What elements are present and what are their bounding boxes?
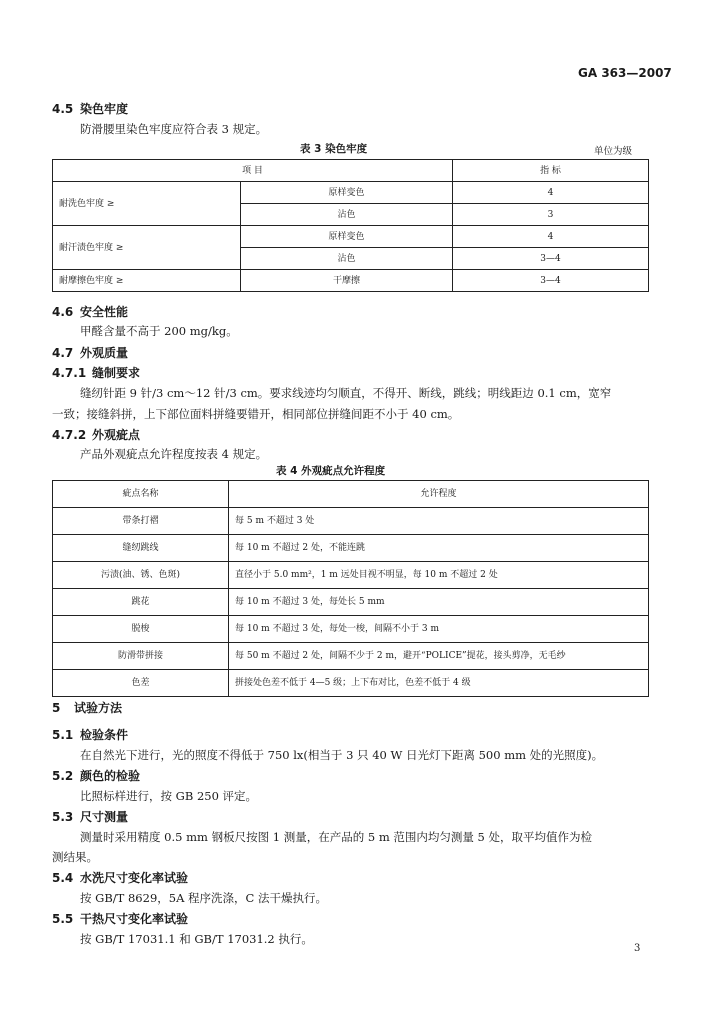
table-cell: 4 [453,182,649,204]
table-cell: 色差 [53,670,229,697]
table-cell: 原样变色 [241,182,453,204]
table-4-head-allow: 允许程度 [229,481,649,508]
table-cell: 污渍(油、锈、色斑) [53,562,229,589]
table-row [53,182,649,204]
table-cell: 带条打褶 [53,508,229,535]
section-4-7-1-body-line1: 缝纫针距 9 针/3 cm～12 针/3 cm。要求线迹均匀顺直，不得开、断线，跳线；明线距边 0.1 cm，宽窄 [80,386,612,400]
section-4-6-body: 甲醛含量不高于 200 mg/kg。 [80,324,238,338]
table-row [53,589,649,616]
section-4-7-1-body-line2: 一致；接缝斜拼，上下部位面料拼缝要错开，相同部位拼缝间距不小于 40 cm。 [52,407,460,421]
table-cell: 3—4 [453,248,649,270]
table-row [53,535,649,562]
section-5-5-body: 按 GB/T 17031.1 和 GB/T 17031.2 执行。 [80,932,313,946]
table-cell: 拼接处色差不低于 4—5 级；上下布对比，色差不低于 4 级 [229,670,649,697]
table-row [53,160,649,182]
section-5-5-heading: 5.5 干热尺寸变化率试验 [52,912,189,926]
section-5-2-heading: 5.2 颜色的检验 [52,769,141,783]
table-cell: 耐摩擦色牢度 ≥ [53,270,241,292]
section-4-5-heading: 4.5 染色牢度 [52,102,129,116]
table-row [53,508,649,535]
table-4 [52,480,649,697]
table-row [53,226,649,248]
table-cell: 每 10 m 不超过 2 处，不能连跳 [229,535,649,562]
section-4-7-2-heading: 4.7.2 外观疵点 [52,428,141,442]
section-5-3-body-line1: 测量时采用精度 0.5 mm 钢板尺按图 1 测量，在产品的 5 m 范围内均匀测量 5 处，取平均值作为检 [80,830,593,844]
table-3-head-index: 指 标 [453,160,649,182]
table-row [53,616,649,643]
table-cell: 每 10 m 不超过 3 处，每处长 5 mm [229,589,649,616]
table-cell: 每 5 m 不超过 3 处 [229,508,649,535]
section-4-6-heading: 4.6 安全性能 [52,305,129,319]
section-4-5-body: 防滑腰里染色牢度应符合表 3 规定。 [80,122,268,136]
section-5-2-body: 比照标样进行，按 GB 250 评定。 [80,789,258,803]
table-cell: 3 [453,204,649,226]
section-5-1-heading: 5.1 检验条件 [52,728,129,742]
standard-number: GA 363—2007 [578,66,672,80]
table-cell: 跳花 [53,589,229,616]
table-cell: 耐洗色牢度 ≥ [53,182,241,226]
table-3-head-item: 项 目 [53,160,453,182]
table-row [53,481,649,508]
table-cell: 每 50 m 不超过 2 处，间隔不少于 2 m，避开“POLICE”提花，接头剪净，无毛纱 [229,643,649,670]
section-4-7-2-body: 产品外观疵点允许程度按表 4 规定。 [80,447,268,461]
table-row [53,270,649,292]
table-4-head-name: 疵点名称 [53,481,229,508]
table-cell: 直径小于 5.0 mm²，1 m 远处目视不明显，每 10 m 不超过 2 处 [229,562,649,589]
table-row [53,643,649,670]
table-cell: 沾色 [241,204,453,226]
table-cell: 4 [453,226,649,248]
section-5-heading: 5 试验方法 [52,701,123,715]
section-4-7-heading: 4.7 外观质量 [52,346,129,360]
section-5-3-body-line2: 测结果。 [52,850,98,864]
table-cell: 每 10 m 不超过 3 处，每处一梭，间隔不小于 3 m [229,616,649,643]
table-cell: 沾色 [241,248,453,270]
table-3-unit: 单位为级 [594,146,633,157]
section-5-4-heading: 5.4 水洗尺寸变化率试验 [52,871,189,885]
table-3-caption: 表 3 染色牢度 [300,143,368,155]
section-4-7-1-heading: 4.7.1 缝制要求 [52,366,141,380]
table-cell: 原样变色 [241,226,453,248]
table-cell: 缝纫跳线 [53,535,229,562]
table-cell: 脱梭 [53,616,229,643]
table-cell: 防滑带拼接 [53,643,229,670]
page-number: 3 [634,943,641,954]
table-row [53,562,649,589]
table-cell: 耐汗渍色牢度 ≥ [53,226,241,270]
table-cell: 3—4 [453,270,649,292]
table-row [53,670,649,697]
section-5-4-body: 按 GB/T 8629，5A 程序洗涤，C 法干燥执行。 [80,891,327,905]
section-5-3-heading: 5.3 尺寸测量 [52,810,129,824]
table-4-caption: 表 4 外观疵点允许程度 [276,465,386,477]
table-3 [52,159,649,292]
section-5-1-body: 在自然光下进行，光的照度不得低于 750 lx(相当于 3 只 40 W 日光灯下距离 500 mm 处的光照度)。 [80,748,604,762]
table-cell: 干摩擦 [241,270,453,292]
